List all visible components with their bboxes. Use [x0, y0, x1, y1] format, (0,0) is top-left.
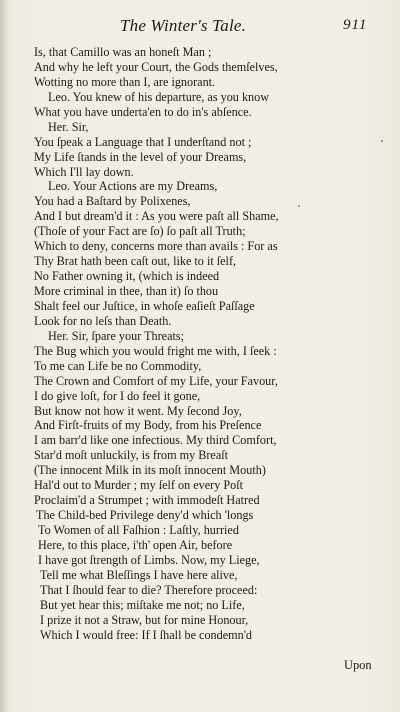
catchword: Upon	[344, 658, 372, 672]
text-line: I am barr'd like one infectious. My third Comfort,	[34, 433, 277, 448]
text-line: No Father owning it, (which is indeed	[34, 269, 220, 284]
text-line: (Thoſe of your Fact are ſo) ſo paſt all Truth;	[34, 224, 246, 239]
text-line: Tell me what Bleſſings I have here alive,	[40, 567, 238, 582]
paper-speck	[381, 140, 383, 142]
text-line: Shalt feel our Juſtice, in whoſe eaſieſt Paſſage	[34, 298, 255, 313]
text-line: The Crown and Comfort of my Life, your Favour,	[34, 373, 278, 388]
text-line: I do give loſt, for I do feel it gone,	[34, 388, 201, 403]
paper-speck	[298, 205, 300, 207]
text-line: Which to deny, concerns more than avails : For as	[34, 239, 278, 254]
text-line: Wotting no more than I, are ignorant.	[34, 74, 216, 89]
text-line: But yet hear this; miſtake me not; no Life,	[40, 597, 245, 612]
text-line: I have got ſtrength of Limbs. Now, my Liege,	[38, 552, 260, 567]
page-number: 911	[343, 17, 368, 33]
text-line: Which I would free: If I ſhall be condemn'd	[40, 627, 253, 642]
running-title: The Winter's Tale.	[120, 16, 247, 35]
text-line: Her. Sir,	[48, 119, 89, 134]
text-line: Look for no leſs than Death.	[34, 313, 172, 328]
text-line: Star'd moſt unluckily, is from my Breaſt	[34, 448, 229, 463]
text-line: Leo. You knew of his departure, as you know	[48, 89, 270, 104]
text-line: You ſpeak a Language that I underſtand not ;	[34, 134, 252, 149]
text-line: And I but dream'd it : As you were paſt all Shame,	[34, 209, 279, 224]
text-line: My Life ſtands in the level of your Dreams,	[34, 149, 247, 164]
text-line: (The innocent Milk in its moſt innocent Mouth)	[34, 463, 266, 478]
text-line: But know not how it went. My ſecond Joy,	[34, 403, 242, 418]
text-line: Proclaim'd a Strumpet ; with immodeſt Hatred	[34, 493, 260, 508]
text-line: Leo. Your Actions are my Dreams,	[48, 179, 218, 194]
text-line: The Child-bed Privilege deny'd which 'longs	[36, 508, 254, 523]
text-line: Her. Sir, ſpare your Threats;	[48, 328, 185, 343]
text-line: You had a Baſtard by Polixenes,	[34, 194, 191, 209]
page-header	[0, 16, 400, 36]
text-line: That I ſhould fear to die? Therefore proceed:	[40, 582, 258, 597]
text-line: Thy Brat hath been caſt out, like to it ſelf,	[34, 254, 237, 269]
text-line: More criminal in thee, than it) ſo thou	[34, 284, 219, 298]
text-line: And Firſt-fruits of my Body, from his Preſence	[34, 418, 262, 433]
play-text	[0, 45, 400, 643]
text-line: To Women of all Faſhion : Laſtly, hurried	[38, 523, 239, 537]
text-line: To me can Life be no Commodity,	[34, 358, 202, 373]
text-line: Hal'd out to Murder ; my ſelf on every Poſt	[34, 478, 244, 493]
text-line: And why he left your Court, the Gods themſelves,	[34, 59, 278, 74]
text-line: Is, that Camillo was an honeſt Man ;	[34, 45, 212, 59]
text-line: The Bug which you would fright me with, I ſeek :	[34, 343, 277, 358]
text-line: What you have underta'en to do in's abſence.	[34, 104, 252, 119]
text-line: I prize it not a Straw, but for mine Honour,	[40, 612, 249, 627]
text-line: Here, to this place, i'th' open Air, before	[38, 537, 233, 552]
text-line: Which I'll lay down.	[34, 164, 134, 179]
